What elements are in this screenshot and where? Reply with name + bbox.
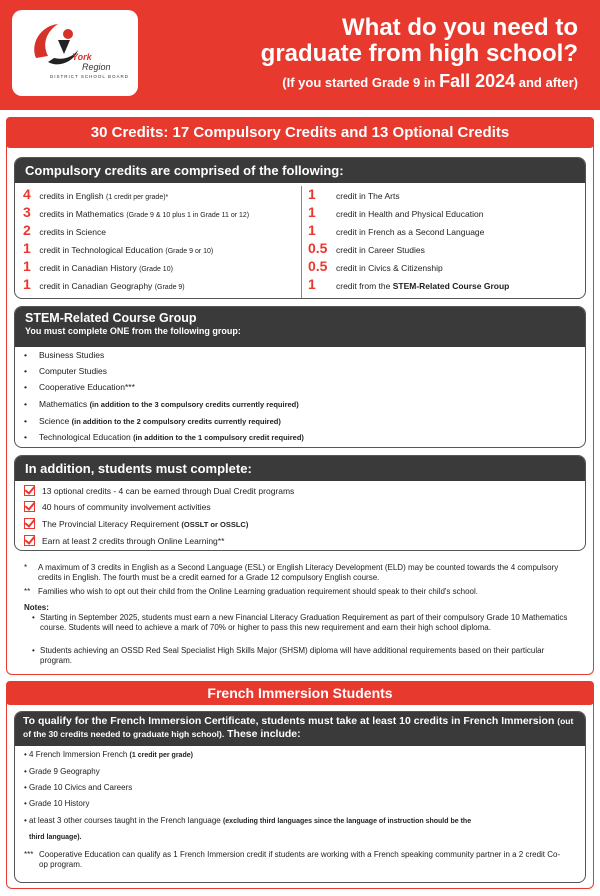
subtitle-pre: (If you started Grade 9 in [282,75,436,90]
credit-civics: 0.5 credit in Civics & Citizenship [308,258,443,274]
stem-item: • Mathematics (in addition to the 3 compulsory credits currently required) [24,399,299,409]
stem-heading-bar [15,307,585,347]
stem-item: • Technological Education (in addition to the 1 compulsory credit required) [24,432,304,442]
french-item: • Grade 10 History [24,799,90,808]
footnote-coop: *** Cooperative Education can qualify as 1 French Immersion credit if students are working with a French speaking community partner in a 2 credit Co-op program. [24,850,561,869]
note-financial-literacy: • Starting in September 2025, students must earn a new Financial Literacy Graduation Requirement as part of their compulsory Grade 10 Mathematics course. Students will need to achieve a mark of 70% or higher to pass this new requirement and earn their high school diploma. [32,613,568,632]
logo-board-text: DISTRICT SCHOOL BOARD [50,74,130,79]
credit-arts: 1 credit in The Arts [308,186,400,202]
credit-science: 2 credits in Science [23,222,106,238]
yrdsb-logo [12,10,138,96]
logo-region-text: Region [82,62,111,72]
checkbox-icon [24,518,35,529]
stem-subheading: You must complete ONE from the following group: [25,326,241,336]
stem-item: • Business Studies [24,350,105,360]
stem-heading: STEM-Related Course Group [25,311,197,325]
credit-english: 4 credits in English (1 credit per grade)* [23,186,169,202]
french-item: • at least 3 other courses taught in the French language (excluding third languages since the language of instruction should be the [24,816,472,825]
french-item: • Grade 10 Civics and Careers [24,783,133,792]
requirement-item: The Provincial Literacy Requirement (OSSLT or OSSLC) [24,518,248,529]
page-title-line2: graduate from high school? [260,40,578,67]
credit-tech-ed: 1 credit in Technological Education (Grade 9 or 10) [23,240,214,256]
subtitle-post: and after) [518,75,578,90]
french-item-continued: third language). [29,834,82,841]
subtitle-date: Fall 2024 [439,71,516,91]
stem-item: • Computer Studies [24,366,108,376]
page-subtitle [282,71,578,92]
credit-math: 3 credits in Mathematics (Grade 9 & 10 plus 1 in Grade 11 or 12) [23,204,250,220]
credit-history: 1 credit in Canadian History (Grade 10) [23,258,173,274]
credit-stem: 1 credit from the STEM-Related Course Group [308,276,510,292]
footnote-esl: * A maximum of 3 credits in English as a Second Language (ESL) or English Literacy Development (ELD) may be counted towards the 4 compulsory credits in English. The fourth must be a credit earned for a Grade 12 compulsory English course. [24,563,559,582]
credits-banner: 30 Credits: 17 Compulsory Credits and 13 Optional Credits [6,117,594,148]
requirement-item: 40 hours of community involvement activities [24,501,211,512]
notes-label: Notes: [24,603,49,612]
checkbox-icon [24,485,35,496]
logo-york-text: York [72,52,92,62]
page-title-line1: What do you need to [342,14,578,41]
french-item: • Grade 9 Geography [24,767,100,776]
credit-geography: 1 credit in Canadian Geography (Grade 9) [23,276,185,292]
requirement-item: 13 optional credits - 4 can be earned through Dual Credit programs [24,485,294,496]
checkbox-icon [24,501,35,512]
footnote-online: ** Families who wish to opt out their child from the Online Learning graduation requirement should speak to their child's school. [24,587,478,596]
credit-career-studies: 0.5 credit in Career Studies [308,240,425,256]
requirement-item: Earn at least 2 credits through Online Learning** [24,535,224,546]
credit-french: 1 credit in French as a Second Language [308,222,485,238]
credit-health-pe: 1 credit in Health and Physical Education [308,204,484,220]
french-banner: French Immersion Students [6,681,594,705]
column-divider [301,186,302,298]
compulsory-heading: Compulsory credits are comprised of the following: [15,158,585,183]
stem-item: • Cooperative Education*** [24,382,135,392]
addition-heading: In addition, students must complete: [15,456,585,481]
note-shsm: • Students achieving an OSSD Red Seal Specialist High Skills Major (SHSM) diploma will have additional requirements based on their particular program. [32,646,545,665]
stem-panel [14,306,586,448]
french-heading: To qualify for the French Immersion Certificate, students must take at least 10 credits in French Immersion (out of the 30 credits needed to graduate high school). These include: [15,712,585,746]
stem-item: • Science (in addition to the 2 compulsory credits currently required) [24,416,281,426]
logo-swoosh-icon [28,18,88,74]
french-item: • 4 French Immersion French (1 credit per grade) [24,750,193,759]
page-header [0,0,600,110]
checkbox-icon [24,535,35,546]
